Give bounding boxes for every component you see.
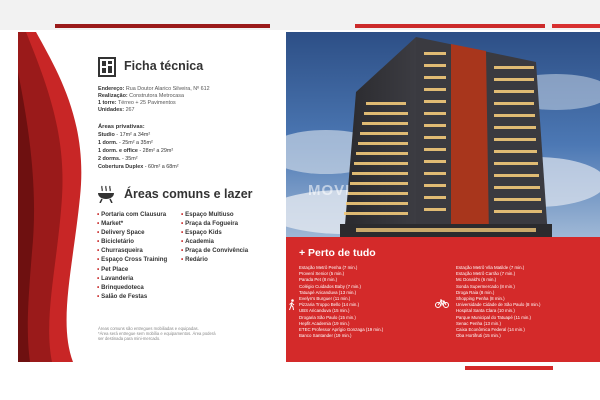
amenity-item: • Bicicletário bbox=[97, 238, 134, 246]
poi-item: Evelyn's Burguer (11 min.) bbox=[299, 296, 351, 302]
amenity-item: • Pet Place bbox=[97, 265, 129, 273]
privativa-item: 1 dorm. e office - 28m² a 29m² bbox=[98, 148, 174, 154]
privativa-item: 1 dorm. - 25m² a 35m² bbox=[98, 140, 153, 146]
top-red-segment bbox=[552, 24, 600, 28]
unidades-line: Unidades: 267 bbox=[98, 107, 135, 113]
amenities-footnote: Áreas comuns são entregues mobiliadas e equipadas. *Área será entregue sem mobília e equipamentos. Área poderá ser destinada para mini-mercado. bbox=[98, 326, 216, 341]
poi-item: Sonda Supermercado (8 min.) bbox=[456, 283, 515, 289]
privativa-item: Studio - 17m² a 34m² bbox=[98, 132, 151, 138]
poi-item: Senac Penha (13 min.) bbox=[456, 320, 501, 326]
poi-item: Parada Pet (8 min.) bbox=[299, 277, 338, 283]
poi-item: Hepfit Academia (19 min.) bbox=[299, 320, 350, 326]
top-red-segment bbox=[355, 24, 545, 28]
brochure-card bbox=[18, 32, 600, 362]
perto-list-column-2 bbox=[456, 265, 540, 339]
bottom-strip bbox=[0, 366, 600, 400]
realizacao-line: Realização: Construtora Metrocasa bbox=[98, 93, 184, 99]
areas-title: Áreas comuns e lazer bbox=[124, 187, 253, 201]
poi-item: Provení Senior (5 min.) bbox=[299, 271, 345, 277]
amenities-column-2 bbox=[181, 210, 248, 265]
watermark-text: MOVI bbox=[308, 182, 351, 199]
poi-item: Banco Santander (19 min.) bbox=[299, 333, 352, 339]
ficha-title: Ficha técnica bbox=[124, 59, 204, 73]
amenities-column-1 bbox=[97, 210, 167, 301]
building-illustration bbox=[286, 32, 600, 237]
amenity-item: • Market* bbox=[97, 220, 124, 228]
poi-item: Estação Metrô Vila Matilde (7 min.) bbox=[456, 265, 525, 270]
amenity-item: • Praça de Convivência bbox=[181, 247, 249, 255]
bicycle-icon bbox=[435, 298, 449, 308]
amenity-item: • Portaria com Clausura bbox=[97, 211, 167, 218]
poi-item: Shopping Penha (8 min.) bbox=[456, 296, 505, 302]
poi-item: Tatuapé Aricanduva (13 min.) bbox=[299, 289, 357, 295]
perto-list-column-1 bbox=[299, 265, 383, 339]
torre-line: 1 torre: Térreo + 25 Pavimentos bbox=[98, 100, 176, 106]
amenity-item: • Praça da Fogueira bbox=[181, 220, 238, 228]
amenity-item: • Academia bbox=[181, 238, 214, 246]
amenity-item: • Salão de Festas bbox=[97, 292, 148, 300]
privativa-item: 2 dorms. - 35m² bbox=[98, 156, 138, 162]
top-red-segment bbox=[55, 24, 270, 28]
building-photo bbox=[286, 32, 600, 237]
privativas-list bbox=[98, 131, 179, 171]
poi-item: Hospital Santa Clara (10 min.) bbox=[456, 308, 515, 314]
bottom-red-bar bbox=[465, 366, 553, 370]
top-bar bbox=[0, 0, 600, 30]
barbecue-grill-icon bbox=[97, 185, 115, 203]
poi-item: Drogaria São Paulo (15 min.) bbox=[299, 314, 356, 320]
building-plan-icon bbox=[98, 57, 116, 77]
amenity-item: • Lavanderia bbox=[97, 274, 134, 282]
poi-item: Caixa Econômica Federal (14 min.) bbox=[456, 327, 525, 333]
privativas-title: Áreas privativas: bbox=[98, 124, 145, 130]
amenity-item: • Delivery Space bbox=[97, 229, 145, 237]
amenity-item: • Churrasqueira bbox=[97, 247, 143, 255]
poi-item: Colégio Cuidados Baby (7 min.) bbox=[299, 283, 361, 289]
amenity-item: • Espaço Cross Training bbox=[97, 256, 168, 264]
left-info-panel bbox=[18, 32, 286, 362]
amenity-item: • Brinquedoteca bbox=[97, 283, 144, 291]
poi-item: Estação Metrô Carrão (7 min.) bbox=[456, 271, 516, 277]
poi-item: Universidade Cidade de São Paulo (8 min.) bbox=[456, 302, 541, 308]
walking-person-icon bbox=[288, 299, 296, 311]
poi-item: UBS Aricanduva (15 min.) bbox=[299, 308, 350, 314]
poi-item: Pizzaria Troppo Bello (14 min.) bbox=[299, 302, 360, 308]
amenity-item: • Espaço Multiuso bbox=[181, 211, 234, 218]
amenity-item: • Espaço Kids bbox=[181, 229, 222, 237]
endereco-line: Endereço: Rua Doutor Alarico Silveira, Nº 612 bbox=[98, 86, 210, 92]
perto-title: + Perto de tudo bbox=[299, 247, 376, 259]
poi-item: Estação Metrô Penha (7 min.) bbox=[299, 265, 358, 270]
poi-item: ETEC Professor Aprígio Gonzaga (19 min.) bbox=[299, 327, 384, 333]
privativa-item: Cobertura Duplex - 60m² a 68m² bbox=[98, 164, 179, 170]
poi-item: Droga Raia (8 min.) bbox=[456, 289, 495, 295]
poi-item: Oba Hortifruti (15 min.) bbox=[456, 333, 501, 339]
poi-item: Parque Municipal do Tatuapé (11 min.) bbox=[456, 314, 532, 320]
poi-item: Mc Donald's (6 min.) bbox=[456, 277, 497, 283]
amenity-item: • Redário bbox=[181, 256, 208, 264]
